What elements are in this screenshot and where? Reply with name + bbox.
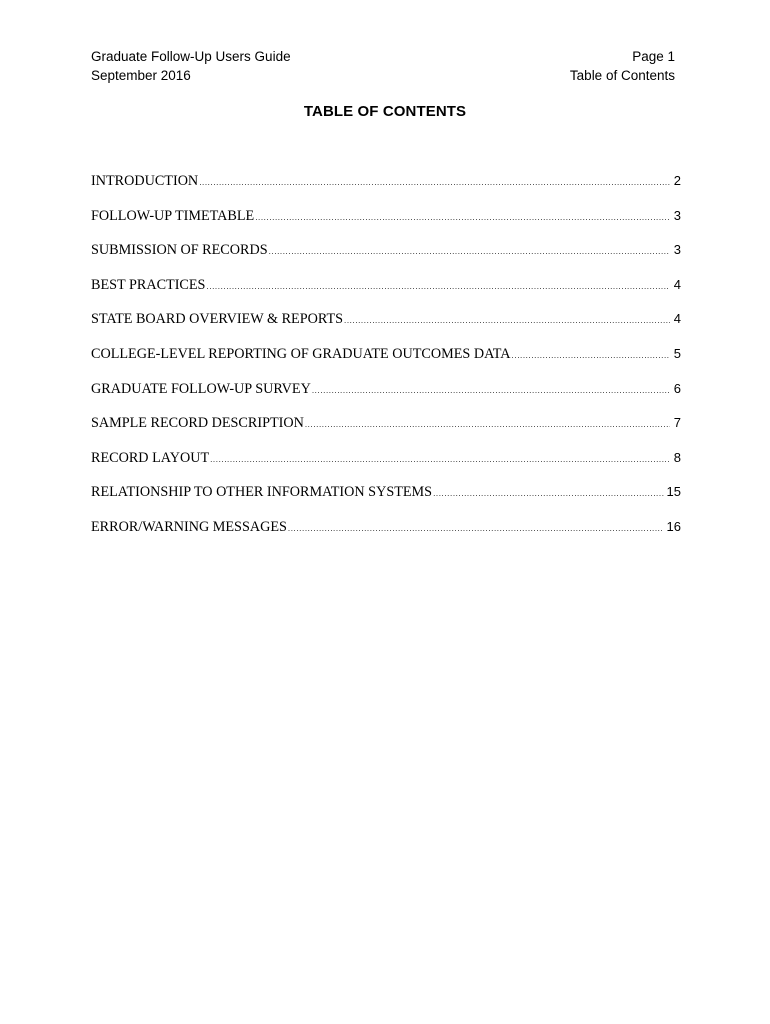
page-title: TABLE OF CONTENTS bbox=[303, 103, 467, 120]
dot-leader bbox=[206, 282, 670, 291]
toc-entry-label: COLLEGE-LEVEL REPORTING OF GRADUATE OUTCOMES DATA bbox=[91, 345, 511, 362]
toc-entry-best-practices[interactable] bbox=[91, 277, 681, 312]
toc-entry-label: RELATIONSHIP TO OTHER INFORMATION SYSTEMS bbox=[91, 484, 433, 501]
toc-entry-relationship-to-other-systems[interactable] bbox=[91, 484, 681, 519]
toc-entry-page: 8 bbox=[673, 449, 681, 465]
dot-leader bbox=[210, 455, 670, 464]
toc-entry-state-board-overview[interactable] bbox=[91, 311, 681, 346]
toc-entry-page: 7 bbox=[673, 415, 681, 431]
dot-leader bbox=[255, 213, 670, 222]
toc-entry-label: INTRODUCTION bbox=[91, 173, 199, 189]
dot-leader bbox=[433, 489, 663, 498]
toc-entry-sample-record-description[interactable] bbox=[91, 415, 681, 450]
dot-leader bbox=[344, 316, 670, 325]
toc-entry-label: GRADUATE FOLLOW-UP SURVEY bbox=[91, 380, 311, 397]
toc-entry-submission-of-records[interactable] bbox=[91, 242, 681, 277]
toc-entry-page: 16 bbox=[666, 518, 681, 534]
toc-entry-introduction[interactable] bbox=[91, 173, 681, 208]
dot-leader bbox=[312, 386, 670, 395]
dot-leader bbox=[269, 247, 670, 256]
section-name: Table of Contents bbox=[569, 68, 675, 83]
document-date: September 2016 bbox=[91, 68, 191, 83]
toc-entry-label: SUBMISSION OF RECORDS bbox=[91, 242, 268, 259]
toc-entry-label: SAMPLE RECORD DESCRIPTION bbox=[91, 415, 304, 432]
dot-leader bbox=[288, 524, 664, 533]
toc-entry-label: STATE BOARD OVERVIEW & REPORTS bbox=[91, 311, 343, 328]
toc-entry-college-level-reporting[interactable] bbox=[91, 346, 681, 381]
toc-entry-label: RECORD LAYOUT bbox=[91, 449, 210, 466]
toc-entry-error-warning-messages[interactable] bbox=[91, 519, 681, 554]
toc-entry-page: 3 bbox=[673, 207, 681, 223]
toc-entry-label: BEST PRACTICES bbox=[91, 276, 206, 293]
header-right bbox=[570, 47, 675, 85]
dot-leader bbox=[305, 420, 670, 429]
header-left bbox=[91, 47, 291, 85]
dot-leader bbox=[512, 351, 670, 360]
toc-entry-label: ERROR/WARNING MESSAGES bbox=[91, 518, 287, 535]
page-number: Page 1 bbox=[632, 49, 675, 64]
dot-leader bbox=[199, 178, 670, 187]
document-title-header: Graduate Follow-Up Users Guide bbox=[91, 49, 291, 64]
toc-entry-page: 6 bbox=[673, 380, 681, 396]
toc-entry-page: 5 bbox=[673, 345, 681, 361]
table-of-contents bbox=[91, 173, 681, 554]
toc-entry-page: 4 bbox=[673, 311, 681, 327]
toc-entry-record-layout[interactable] bbox=[91, 450, 681, 485]
toc-entry-page: 4 bbox=[673, 276, 681, 292]
toc-entry-page: 2 bbox=[673, 173, 681, 188]
toc-entry-page: 3 bbox=[673, 242, 681, 258]
toc-entry-follow-up-timetable[interactable] bbox=[91, 208, 681, 243]
toc-entry-label: FOLLOW-UP TIMETABLE bbox=[91, 207, 255, 224]
toc-entry-graduate-follow-up-survey[interactable] bbox=[91, 381, 681, 416]
toc-entry-page: 15 bbox=[666, 484, 681, 500]
